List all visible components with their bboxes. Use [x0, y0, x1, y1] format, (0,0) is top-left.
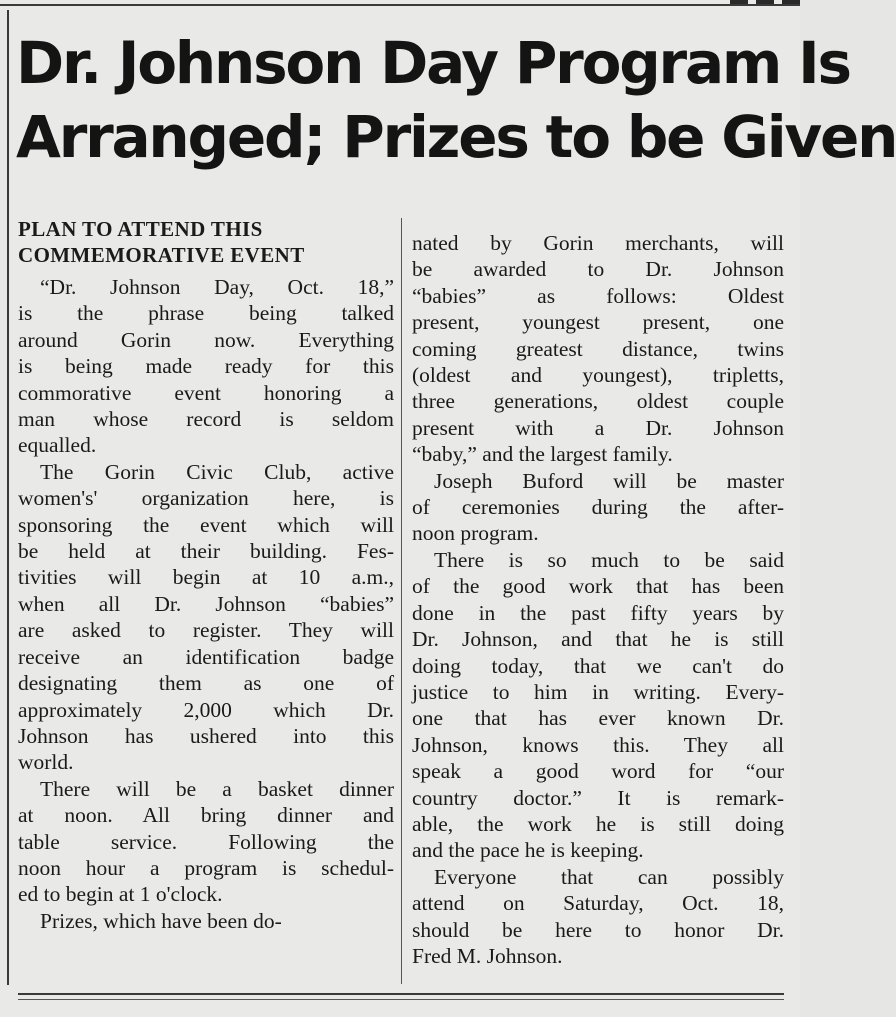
right-column	[412, 230, 784, 969]
bottom-rule	[18, 993, 784, 995]
headline	[16, 26, 896, 174]
paragraph	[18, 776, 394, 908]
text-line: The Gorin Civic Club, active	[40, 459, 394, 484]
text-line: around Gorin now. Everything	[18, 327, 394, 352]
paragraph	[412, 864, 784, 970]
text-line: tivities will begin at 10 a.m.,	[18, 565, 394, 590]
text-line: doing today, that we can't do	[412, 653, 784, 678]
text-line: are asked to register. They will	[18, 618, 394, 643]
text-line: There will be a basket dinner	[40, 776, 394, 801]
text-line: Johnson has ushered into this	[18, 723, 394, 748]
text-line: be held at their building. Fes-	[18, 539, 394, 564]
text-line: world.	[18, 750, 74, 775]
top-rule	[0, 4, 800, 6]
text-line: at noon. All bring dinner and	[18, 803, 394, 828]
text-line: one that has ever known Dr.	[412, 706, 784, 731]
text-line: able, the work he is still doing	[412, 811, 784, 836]
text-line: “Dr. Johnson Day, Oct. 18,”	[40, 275, 394, 299]
subhead-line-1: PLAN TO ATTEND THIS	[18, 217, 263, 241]
text-line: sponsoring the event which will	[18, 512, 394, 537]
left-border-rule	[7, 10, 9, 985]
text-line: when all Dr. Johnson “babies”	[18, 591, 394, 616]
paragraph	[412, 230, 784, 468]
text-line: Joseph Buford will be master	[434, 468, 784, 493]
text-line: noon program.	[412, 521, 539, 546]
text-line: nated by Gorin merchants, will	[412, 231, 784, 255]
paragraph	[412, 468, 784, 547]
text-line: ed to begin at 1 o'clock.	[18, 882, 223, 907]
text-line: done in the past fifty years by	[412, 600, 784, 625]
paragraph	[412, 547, 784, 864]
text-line: country doctor.” It is remark-	[412, 785, 784, 810]
text-line: Prizes, which have been do-	[40, 908, 282, 933]
text-line: of the good work that has been	[412, 574, 784, 599]
text-line: women's' organization here, is	[18, 486, 394, 511]
text-line: Everyone that can possibly	[434, 864, 784, 889]
text-line: present with a Dr. Johnson	[412, 415, 784, 440]
text-line: of ceremonies during the after-	[412, 495, 784, 520]
text-line: Fred M. Johnson.	[412, 943, 563, 968]
headline-line-2: Arranged; Prizes to be Given	[16, 103, 896, 171]
bottom-rule-thin	[18, 999, 784, 1000]
subhead	[18, 216, 394, 268]
text-line: equalled.	[18, 433, 97, 458]
text-line: Johnson, knows this. They all	[412, 732, 784, 757]
text-line: attend on Saturday, Oct. 18,	[412, 891, 784, 916]
text-line: justice to him in writing. Every-	[412, 679, 784, 704]
text-line: and the pace he is keeping.	[412, 838, 644, 863]
headline-line-1: Dr. Johnson Day Program Is	[16, 29, 850, 97]
text-line: present, youngest present, one	[412, 310, 784, 335]
text-line: should be here to honor Dr.	[412, 917, 784, 942]
text-line: be awarded to Dr. Johnson	[412, 257, 784, 282]
text-line: speak a good word for “our	[412, 759, 784, 784]
text-line: approximately 2,000 which Dr.	[18, 697, 394, 722]
subhead-line-2: COMMEMORATIVE EVENT	[18, 243, 305, 267]
text-line: table service. Following the	[18, 829, 394, 854]
text-line: three generations, oldest couple	[412, 389, 784, 414]
column-divider	[401, 218, 402, 984]
text-line: “babies” as follows: Oldest	[412, 283, 784, 308]
text-line: is the phrase being talked	[18, 301, 394, 326]
top-rule-dash	[730, 0, 800, 4]
text-line: designating them as one of	[18, 671, 394, 696]
text-line: man whose record is seldom	[18, 407, 394, 432]
text-line: (oldest and youngest), tripletts,	[412, 363, 784, 388]
text-line: receive an identification badge	[18, 644, 394, 669]
text-line: coming greatest distance, twins	[412, 336, 784, 361]
text-line: is being made ready for this	[18, 354, 394, 379]
text-line: Dr. Johnson, and that he is still	[412, 627, 784, 652]
paragraph	[18, 908, 394, 934]
paragraph	[18, 274, 394, 459]
text-line: There is so much to be said	[434, 547, 784, 572]
text-line: noon hour a program is schedul-	[18, 855, 394, 880]
left-column	[18, 216, 394, 934]
text-line: commorative event honoring a	[18, 380, 394, 405]
text-line: “baby,” and the largest family.	[412, 442, 673, 467]
paragraph	[18, 459, 394, 776]
